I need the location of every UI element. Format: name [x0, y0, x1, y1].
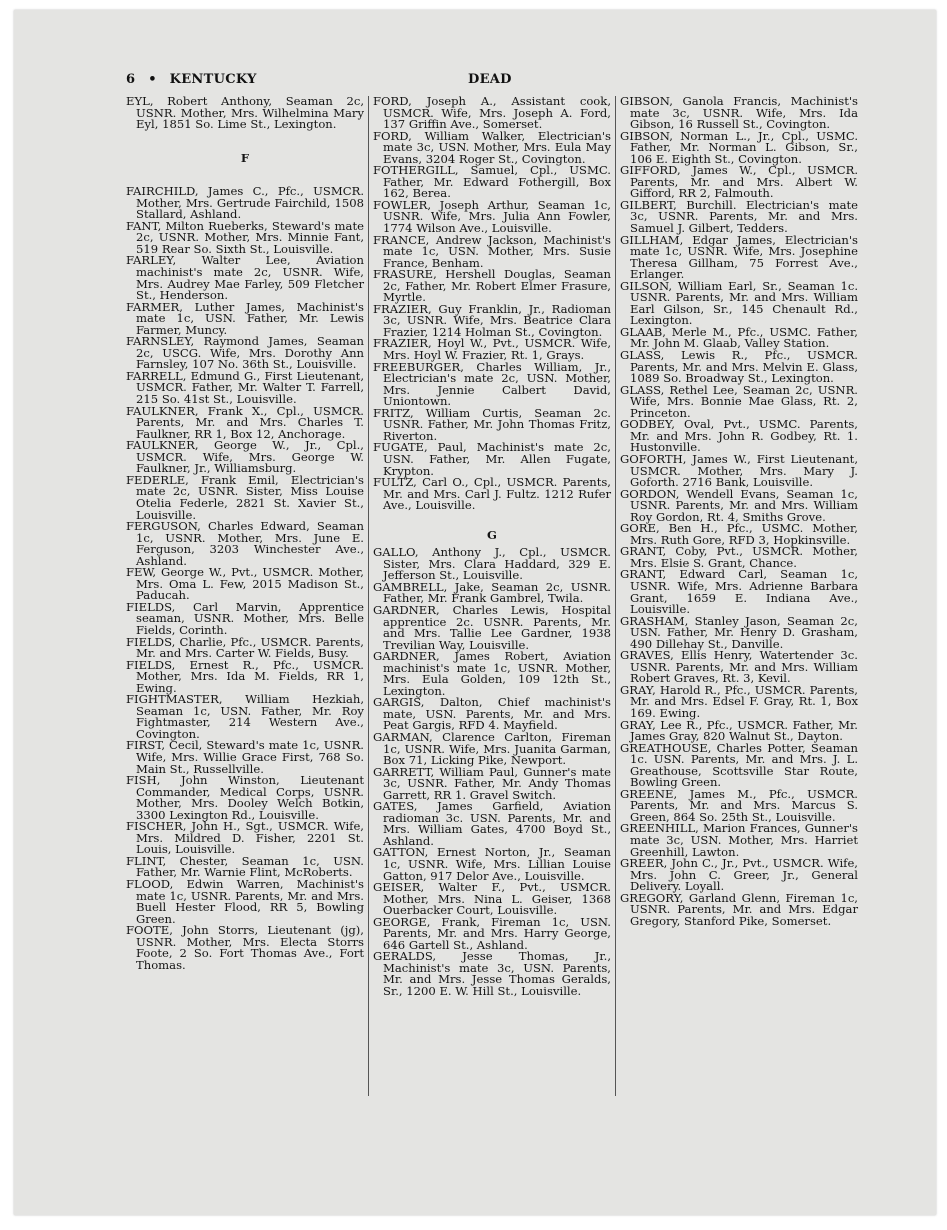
- entry-surname: FOWLER: [373, 197, 428, 212]
- entry-details: Joseph A., Assistant cook, USMCR. Wife, Mrs. Joseph A. Ford, 137 Griffin Ave., Somerset.: [383, 94, 612, 132]
- casualty-entry: FANT, Milton Rueberks, Steward's mate 2c, USNR. Mother, Mrs. Minnie Fant, 519 Rear So. Sixth St., Louisville.: [126, 218, 364, 256]
- entry-details: Marion Frances, Gunner's mate 3c, USN. Mother, Mrs. Harriet Greenhill, Lawton.: [630, 821, 858, 859]
- entry-surname: GLAAB: [620, 324, 663, 339]
- casualty-entry: FRASURE, Hershell Douglas, Seaman 2c, Father, Mr. Robert Elmer Frasure, Myrtle.: [373, 267, 611, 305]
- entry-surname: FARLEY: [126, 253, 173, 268]
- entry-details: Milton Rueberks, Steward's mate 2c, USNR. Mother, Mrs. Minnie Fant, 519 Rear So. Sixth St., Louisville.: [136, 218, 364, 256]
- entry-details: Carl O., Cpl., USMCR. Parents, Mr. and Mrs. Carl J. Fultz. 1212 Rufer Ave., Louisville.: [383, 475, 611, 513]
- entry-details: Ernest Norton, Jr., Seaman 1c, USNR. Wife, Mrs. Lillian Louise Gatton, 917 Delor Ave., Louisville.: [383, 845, 611, 883]
- entry-surname: GATTON: [373, 845, 425, 860]
- column-2: [373, 96, 611, 998]
- entry-surname: FEDERLE: [126, 472, 186, 487]
- casualty-entry: FOTHERGILL, Samuel, Cpl., USMC. Father, Mr. Edward Fothergill, Box 162, Berea.: [373, 163, 611, 201]
- entry-details: George W., Pvt., USMCR. Mother, Mrs. Oma L. Few, 2015 Madison St., Paducah.: [136, 565, 364, 603]
- entry-surname: FRAZIER: [373, 336, 428, 351]
- entry-surname: FAULKNER: [126, 403, 195, 418]
- casualty-entry: GERALDS, Jesse Thomas, Jr., Machinist's mate 3c, USN. Parents, Mr. and Mrs. Jesse Thomas Geralds, Sr., 1200 E. W. Hill St., Louisville.: [373, 949, 612, 999]
- entry-details: William Curtis, Seaman 2c. USNR. Father, Mr. John Thomas Fritz, Riverton.: [383, 405, 611, 443]
- column-divider: [615, 96, 616, 1096]
- entry-surname: GRANT: [620, 544, 663, 559]
- entry-details: Walter F., Pvt., USMCR. Mother, Mrs. Nina L. Geiser, 1368 Ouerbacker Court, Louisville.: [383, 880, 611, 918]
- entry-details: Ellis Henry, Watertender 3c. USNR. Parents, Mr. and Mrs. William Robert Graves, Rt. 3, Kevil.: [630, 648, 858, 686]
- entry-surname: FIELDS: [126, 657, 172, 672]
- casualty-entry: GRANT, Coby, Pvt., USMCR. Mother, Mrs. Elsie S. Grant, Chance.: [620, 544, 858, 570]
- casualty-entry: GRAVES, Ellis Henry, Watertender 3c. USNR. Parents, Mr. and Mrs. William Robert Graves, Rt. 3, Kevil.: [620, 648, 858, 686]
- entry-details: Charlie, Pfc., USMCR. Parents, Mr. and Mrs. Carter W. Fields, Busy.: [136, 634, 364, 661]
- entry-surname: GRANT: [620, 567, 663, 582]
- entry-surname: FIELDS: [126, 599, 172, 614]
- casualty-entry: GILSON, William Earl, Sr., Seaman 1c. USNR. Parents, Mr. and Mrs. William Earl Gilson, Sr., 145 Chenault Rd., Lexington.: [620, 278, 859, 328]
- entry-surname: FRAZIER: [373, 301, 428, 316]
- entry-details: James Garfield, Aviation radioman 3c. USN. Parents, Mr. and Mrs. William Gates, 4700 Boyd St., Ashland.: [383, 799, 611, 848]
- entry-surname: GOFORTH: [620, 451, 683, 466]
- casualty-entry: GRANT, Edward Carl, Seaman 1c, USNR. Wife, Mrs. Adrienne Barbara Grant, 1659 E. Indiana Ave., Louisville.: [620, 567, 859, 617]
- entry-details: Jesse Thomas, Jr., Machinist's mate 3c, USN. Parents, Mr. and Mrs. Jesse Thomas Geralds, Sr., 1200 E. W. Hill St., Louisville.: [383, 949, 612, 999]
- casualty-entry: GILLHAM, Edgar James, Electrician's mate 1c, USNR. Wife, Mrs. Josephine Theresa Gillham, 75 Forrest Ave., Erlanger.: [620, 232, 858, 282]
- casualty-entry: FORD, Joseph A., Assistant cook, USMCR. Wife, Mrs. Joseph A. Ford, 137 Griffin Ave., Somerset.: [373, 94, 612, 132]
- casualty-entry: GREER, John C., Jr., Pvt., USMCR. Wife, Mrs. John C. Greer, Jr., General Delivery. Loyall.: [620, 856, 858, 894]
- casualty-entry: FUGATE, Paul, Machinist's mate 2c, USN. Father, Mr. Allen Fugate, Krypton.: [373, 440, 611, 478]
- entry-surname: GREER: [620, 856, 664, 871]
- entry-details: Rethel Lee, Seaman 2c, USNR. Wife, Mrs. Bonnie Mae Glass, Rt. 2, Princeton.: [630, 382, 858, 420]
- entry-surname: GILLHAM: [620, 232, 680, 247]
- entry-details: George W., Jr., Cpl., USMCR. Wife, Mrs. George W. Faulkner, Jr., Williamsburg.: [136, 438, 364, 476]
- casualty-entry: GODBEY, Oval, Pvt., USMC. Parents, Mr. and Mrs. John R. Godbey, Rt. 1. Hustonville.: [620, 417, 858, 455]
- entry-details: Joseph Arthur, Seaman 1c, USNR. Wife, Mrs. Julia Ann Fowler, 1774 Wilson Ave., Louisville.: [383, 197, 611, 236]
- entry-surname: FERGUSON: [126, 519, 198, 534]
- entry-surname: GARMAN: [373, 729, 430, 744]
- casualty-entry: GREENHILL, Marion Frances, Gunner's mate 3c, USN. Mother, Mrs. Harriet Greenhill, Lawton.: [620, 821, 858, 859]
- entry-details: Hershell Douglas, Seaman 2c, Father, Mr. Robert Elmer Frasure, Myrtle.: [383, 267, 611, 305]
- entry-surname: FLINT: [126, 853, 163, 868]
- casualty-entry: EYL, Robert Anthony, Seaman 2c, USNR. Mother, Mrs. Wilhelmina Mary Eyl, 1851 So. Lime St., Lexington.: [126, 94, 365, 132]
- casualty-entry: FLINT, Chester, Seaman 1c, USN. Father, Mr. Warnie Flint, McRoberts.: [126, 853, 364, 880]
- entry-details: Lewis R., Pfc., USMCR. Parents, Mr. and Mrs. Melvin E. Glass, 1089 So. Broadway St., Lexington.: [630, 348, 858, 386]
- entry-surname: FARNSLEY: [126, 334, 191, 349]
- casualty-entry: FAIRCHILD, James C., Pfc., USMCR. Mother, Mrs. Gertrude Fairchild, 1508 Stallard, Ashland.: [126, 184, 364, 222]
- entry-details: William Earl, Sr., Seaman 1c. USNR. Parents, Mr. and Mrs. William Earl Gilson, Sr., 145 Chenault Rd., Lexington.: [630, 278, 859, 328]
- entry-surname: FRASURE: [373, 267, 434, 282]
- entry-details: John Storrs, Lieutenant (jg), USNR. Mother, Mrs. Electa Storrs Foote, 2 So. Fort Thomas Ave., Fort Thomas.: [136, 923, 364, 972]
- casualty-entry: GIBSON, Ganola Francis, Machinist's mate 3c, USNR. Wife, Mrs. Ida Gibson, 16 Russell St., Covington.: [620, 94, 858, 132]
- casualty-entry: FARMER, Luther James, Machinist's mate 1c, USN. Father, Mr. Lewis Farmer, Muncy.: [126, 299, 364, 337]
- entry-surname: GILBERT: [620, 197, 674, 212]
- entry-details: James M., Pfc., USMCR. Parents, Mr. and Mrs. Marcus S. Green, 864 So. 25th St., Louisville.: [630, 786, 858, 824]
- entry-surname: GARDNER: [373, 649, 436, 664]
- entry-surname: FORD: [373, 94, 409, 108]
- casualty-entry: FRAZIER, Hoyl W., Pvt., USMCR. Wife, Mrs. Hoyl W. Frazier, Rt. 1, Grays.: [373, 336, 612, 363]
- entry-details: Chester, Seaman 1c, USN. Father, Mr. Warnie Flint, McRoberts.: [136, 853, 364, 880]
- entry-surname: GEISER: [373, 880, 421, 895]
- entry-surname: GIBSON: [620, 128, 670, 143]
- entry-surname: FOOTE: [126, 923, 170, 938]
- casualty-entry: FARRELL, Edmund G., First Lieutenant, USMCR. Father, Mr. Walter T. Farrell, 215 So. 41st St., Louisville.: [126, 368, 365, 407]
- entry-surname: FRITZ: [373, 405, 410, 420]
- entry-details: Hoyl W., Pvt., USMCR. Wife, Mrs. Hoyl W. Frazier, Rt. 1, Grays.: [383, 336, 612, 363]
- casualty-entry: FIELDS, Carl Marvin, Apprentice seaman, USNR. Mother, Mrs. Belle Fields, Corinth.: [126, 599, 364, 637]
- entry-details: Ernest R., Pfc., USMCR. Mother, Mrs. Ida M. Fields, RR 1, Ewing.: [136, 657, 364, 695]
- entry-surname: GREATHOUSE: [620, 740, 708, 755]
- casualty-entry: FRAZIER, Guy Franklin, Jr., Radioman 3c, USNR. Wife, Mrs. Beatrice Clara Frazier, 1214 Holman St., Covington.: [373, 301, 611, 339]
- entry-surname: FARRELL: [126, 368, 183, 383]
- entry-details: Stanley Jason, Seaman 2c, USN. Father, Mr. Henry D. Grasham, 490 Dillehay St., Danville.: [630, 613, 858, 651]
- casualty-entry: GREGORY, Garland Glenn, Fireman 1c, USNR. Parents, Mr. and Mrs. Edgar Gregory, Stanford Pike, Somerset.: [620, 890, 858, 928]
- entry-surname: GLASS: [620, 348, 661, 363]
- entry-details: Burchill. Electrician's mate 3c, USNR. Parents, Mr. and Mrs. Samuel J. Gilbert, Tedders.: [630, 197, 858, 236]
- entry-details: Cecil, Steward's mate 1c, USNR. Wife, Mrs. Willie Grace First, 768 So. Main St., Russellville.: [136, 738, 364, 776]
- entry-details: Charles Edward, Seaman 1c, USNR. Mother, Mrs. June E. Ferguson, 3203 Winchester Ave., Ashland.: [136, 519, 364, 568]
- casualty-entry: GREATHOUSE, Charles Potter, Seaman 1c. USN. Parents, Mr. and Mrs. J. L. Greathouse, Scottsville Star Route, Bowling Green.: [620, 740, 858, 790]
- entry-details: Merle M., Pfc., USMC. Father, Mr. John M. Glaab, Valley Station.: [630, 324, 858, 351]
- entry-surname: GILSON: [620, 278, 669, 293]
- entry-details: Coby, Pvt., USMCR. Mother, Mrs. Elsie S. Grant, Chance.: [630, 544, 858, 570]
- entry-details: Wendell Evans, Seaman 1c, USNR. Parents, Mr. and Mrs. William Roy Gordon, Rt. 4, Smiths Grove.: [630, 486, 858, 524]
- entry-surname: FRANCE: [373, 232, 426, 247]
- casualty-entry: GLASS, Lewis R., Pfc., USMCR. Parents, Mr. and Mrs. Melvin E. Glass, 1089 So. Broadway St., Lexington.: [620, 348, 858, 386]
- entry-details: Samuel, Cpl., USMC. Father, Mr. Edward Fothergill, Box 162, Berea.: [383, 163, 611, 201]
- page-number: 6: [126, 72, 136, 87]
- entry-surname: GARRETT: [373, 764, 431, 779]
- casualty-entry: GREENE, James M., Pfc., USMCR. Parents, Mr. and Mrs. Marcus S. Green, 864 So. 25th St., Louisville.: [620, 786, 858, 824]
- entry-details: Ben H., Pfc., USMC. Mother, Mrs. Ruth Gore, RFD 3, Hopkinsville.: [630, 521, 858, 547]
- column-3: [620, 96, 858, 927]
- entry-surname: GORDON: [620, 486, 676, 501]
- casualty-entry: FAULKNER, Frank X., Cpl., USMCR. Parents, Mr. and Mrs. Charles T. Faulkner, RR 1, Box 12, Anchorage.: [126, 403, 364, 441]
- entry-details: Edgar James, Electrician's mate 1c, USNR. Wife, Mrs. Josephine Theresa Gillham, 75 Forrest Ave., Erlanger.: [630, 232, 858, 282]
- entry-details: Dalton, Chief machinist's mate, USN. Parents, Mr. and Mrs. Peat Gargis, RFD 4. Mayfield.: [383, 695, 611, 733]
- page-header-left: [126, 72, 257, 87]
- entry-details: Edward Carl, Seaman 1c, USNR. Wife, Mrs. Adrienne Barbara Grant, 1659 E. Indiana Ave., Louisville.: [630, 567, 859, 617]
- casualty-entry: GEISER, Walter F., Pvt., USMCR. Mother, Mrs. Nina L. Geiser, 1368 Ouerbacker Court, Louisville.: [373, 880, 611, 918]
- casualty-entry: FORD, William Walker, Electrician's mate 3c, USN. Mother, Mrs. Eula May Evans, 3204 Roger St., Covington.: [373, 128, 612, 166]
- entry-details: Charles William, Jr., Electrician's mate 2c, USN. Mother, Mrs. Jennie Calbert David, Uniontown.: [383, 359, 611, 409]
- entry-surname: GORE: [620, 521, 656, 536]
- entry-details: Oval, Pvt., USMC. Parents, Mr. and Mrs. John R. Godbey, Rt. 1. Hustonville.: [630, 417, 858, 455]
- casualty-entry: GRAY, Harold R., Pfc., USMCR. Parents, Mr. and Mrs. Edsel F. Gray, Rt. 1, Box 169. Ewing.: [620, 682, 858, 720]
- entry-surname: FULTZ: [373, 475, 414, 490]
- entry-surname: GREGORY: [620, 890, 680, 905]
- entry-details: John Winston, Lieutenant Commander, Medical Corps, USNR. Mother, Mrs. Dooley Welch Botkin, 3300 Lexington Rd., Louisville.: [136, 773, 364, 822]
- entry-details: James W., First Lieutenant, USMCR. Mother, Mrs. Mary J. Goforth. 2716 Bank, Louisville.: [630, 451, 859, 490]
- casualty-entry: GARDNER, James Robert, Aviation machinist's mate 1c, USNR. Mother, Mrs. Eula Golden, 109 12th St., Lexington.: [373, 649, 612, 698]
- entry-details: Lee R., Pfc., USMCR. Father, Mr. James Gray, 820 Walnut St., Dayton.: [630, 717, 858, 744]
- entry-surname: FISCHER: [126, 819, 183, 834]
- entry-surname: GAMBRELL: [373, 579, 444, 594]
- entry-surname: FAIRCHILD: [126, 184, 195, 199]
- entry-surname: GATES: [373, 799, 414, 814]
- casualty-entry: GEORGE, Frank, Fireman 1c, USN. Parents, Mr. and Mrs. Harry George, 646 Gartell St., Ashland.: [373, 914, 611, 952]
- entry-surname: GARDNER: [373, 602, 436, 617]
- section-letter: G: [487, 527, 497, 542]
- casualty-entry: GARRETT, William Paul, Gunner's mate 3c, USNR. Father, Mr. Andy Thomas Garrett, RR 1. Gravel Switch.: [373, 764, 611, 802]
- entry-details: John H., Sgt., USMCR. Wife, Mrs. Mildred D. Fisher, 2201 St. Louis, Louisville.: [136, 819, 364, 857]
- casualty-entry: GOFORTH, James W., First Lieutenant, USMCR. Mother, Mrs. Mary J. Goforth. 2716 Bank, Louisville.: [620, 451, 859, 490]
- entry-details: Charles Lewis, Hospital apprentice 2c. USNR. Parents, Mr. and Mrs. Tallie Lee Gardner, 1938 Trevilian Way, Louisville.: [383, 602, 611, 652]
- casualty-entry: GORE, Ben H., Pfc., USMC. Mother, Mrs. Ruth Gore, RFD 3, Hopkinsville.: [620, 521, 858, 547]
- casualty-entry: FIELDS, Ernest R., Pfc., USMCR. Mother, Mrs. Ida M. Fields, RR 1, Ewing.: [126, 657, 364, 695]
- entry-details: Edwin Warren, Machinist's mate 1c, USNR. Parents, Mr. and Mrs. Buell Hester Flood, RR 5, Bowling Green.: [136, 877, 364, 926]
- state-name: KENTUCKY: [169, 72, 257, 87]
- entry-surname: FIELDS: [126, 634, 172, 649]
- casualty-entry: FIGHTMASTER, William Hezkiah, Seaman 1c, USN. Father, Mr. Roy Fightmaster, 214 Western Ave., Covington.: [126, 692, 365, 741]
- entry-surname: GALLO: [373, 545, 415, 560]
- casualty-entry: FRITZ, William Curtis, Seaman 2c. USNR. Father, Mr. John Thomas Fritz, Riverton.: [373, 405, 611, 443]
- casualty-entry: FIRST, Cecil, Steward's mate 1c, USNR. Wife, Mrs. Willie Grace First, 768 So. Main St., Russellville.: [126, 738, 364, 776]
- casualty-entry: GIBSON, Norman L., Jr., Cpl., USMC. Father, Mr. Norman L. Gibson, Sr., 106 E. Eighth St., Covington.: [620, 128, 859, 166]
- casualty-entry: FERGUSON, Charles Edward, Seaman 1c, USNR. Mother, Mrs. June E. Ferguson, 3203 Winchester Ave., Ashland.: [126, 519, 364, 568]
- section-letter: F: [240, 150, 250, 165]
- casualty-entry: GALLO, Anthony J., Cpl., USMCR. Sister, Mrs. Clara Haddard, 329 E. Jefferson St., Louisville.: [373, 545, 611, 583]
- bullet: •: [148, 72, 157, 87]
- entry-surname: GLASS: [620, 382, 661, 397]
- column-1: [126, 96, 364, 971]
- entry-surname: EYL: [126, 94, 150, 108]
- entry-details: Robert Anthony, Seaman 2c, USNR. Mother, Mrs. Wilhelmina Mary Eyl, 1851 So. Lime St., Lexington.: [136, 94, 365, 132]
- entry-details: Carl Marvin, Apprentice seaman, USNR. Mother, Mrs. Belle Fields, Corinth.: [136, 599, 364, 637]
- entry-surname: FOTHERGILL: [373, 163, 455, 178]
- entry-surname: GREENHILL: [620, 821, 696, 836]
- entry-surname: GARGIS: [373, 695, 421, 710]
- entry-details: Clarence Carlton, Fireman 1c, USNR. Wife, Mrs. Juanita Garman, Box 71, Licking Pike, Newport.: [383, 729, 611, 768]
- casualty-entry: GRASHAM, Stanley Jason, Seaman 2c, USN. Father, Mr. Henry D. Grasham, 490 Dillehay St., Danville.: [620, 613, 858, 651]
- entry-surname: FISH: [126, 773, 157, 788]
- entry-surname: FLOOD: [126, 877, 170, 891]
- casualty-entry: FISCHER, John H., Sgt., USMCR. Wife, Mrs. Mildred D. Fisher, 2201 St. Louis, Louisville.: [126, 819, 364, 857]
- column-divider: [368, 96, 369, 1096]
- entry-details: Garland Glenn, Fireman 1c, USNR. Parents, Mr. and Mrs. Edgar Gregory, Stanford Pike, Somerset.: [630, 890, 858, 928]
- entry-details: William Walker, Electrician's mate 3c, USN. Mother, Mrs. Eula May Evans, 3204 Roger St., Covington.: [383, 128, 612, 166]
- entry-details: Guy Franklin, Jr., Radioman 3c, USNR. Wife, Mrs. Beatrice Clara Frazier, 1214 Holman St., Covington.: [383, 301, 611, 339]
- casualty-entry: GATTON, Ernest Norton, Jr., Seaman 1c, USNR. Wife, Mrs. Lillian Louise Gatton, 917 Delor Ave., Louisville.: [373, 845, 611, 883]
- casualty-entry: FRANCE, Andrew Jackson, Machinist's mate 1c, USN. Mother, Mrs. Susie France, Benham.: [373, 232, 612, 270]
- entry-details: Anthony J., Cpl., USMCR. Sister, Mrs. Clara Haddard, 329 E. Jefferson St., Louisville.: [383, 545, 611, 583]
- entry-surname: GIFFORD: [620, 163, 678, 178]
- entry-surname: GRAVES: [620, 648, 671, 663]
- entry-surname: GRAY: [620, 682, 653, 697]
- casualty-entry: GARMAN, Clarence Carlton, Fireman 1c, USNR. Wife, Mrs. Juanita Garman, Box 71, Licking Pike, Newport.: [373, 729, 611, 768]
- casualty-entry: FISH, John Winston, Lieutenant Commander, Medical Corps, USNR. Mother, Mrs. Dooley Welch Botkin, 3300 Lexington Rd., Louisville.: [126, 773, 364, 822]
- casualty-entry: GIFFORD, James W., Cpl., USMCR. Parents, Mr. and Mrs. Albert W. Gifford, RR 2, Falmouth.: [620, 163, 859, 201]
- casualty-entry: FEDERLE, Frank Emil, Electrician's mate 2c, USNR. Sister, Miss Louise Otelia Federle, 2821 St. Xavier St., Louisville.: [126, 472, 365, 522]
- entry-surname: FORD: [373, 128, 409, 143]
- casualty-entry: FIELDS, Charlie, Pfc., USMCR. Parents, Mr. and Mrs. Carter W. Fields, Busy.: [126, 634, 364, 661]
- casualty-entry: GILBERT, Burchill. Electrician's mate 3c, USNR. Parents, Mr. and Mrs. Samuel J. Gilbert, Tedders.: [620, 197, 858, 236]
- casualty-entry: GAMBRELL, Jake, Seaman 2c, USNR. Father, Mr. Frank Gambrel, Twila.: [373, 579, 611, 606]
- entry-surname: FEW: [126, 565, 153, 580]
- entry-details: Luther James, Machinist's mate 1c, USN. Father, Mr. Lewis Farmer, Muncy.: [136, 299, 364, 337]
- entry-details: Harold R., Pfc., USMCR. Parents, Mr. and Mrs. Edsel F. Gray, Rt. 1, Box 169. Ewing.: [630, 682, 858, 720]
- entry-surname: GREENE: [620, 786, 674, 801]
- entry-details: James W., Cpl., USMCR. Parents, Mr. and Mrs. Albert W. Gifford, RR 2, Falmouth.: [630, 163, 859, 201]
- page-title: DEAD: [468, 72, 512, 87]
- casualty-entry: FEW, George W., Pvt., USMCR. Mother, Mrs. Oma L. Few, 2015 Madison St., Paducah.: [126, 565, 364, 603]
- entry-details: Ganola Francis, Machinist's mate 3c, USNR. Wife, Mrs. Ida Gibson, 16 Russell St., Covington.: [630, 94, 858, 132]
- casualty-entry: FARLEY, Walter Lee, Aviation machinist's mate 2c, USNR. Wife, Mrs. Audrey Mae Farley, 509 Fletcher St., Henderson.: [126, 253, 364, 303]
- entry-surname: FUGATE: [373, 440, 425, 455]
- casualty-entry: GLAAB, Merle M., Pfc., USMC. Father, Mr. John M. Glaab, Valley Station.: [620, 324, 858, 351]
- casualty-entry: GATES, James Garfield, Aviation radioman 3c. USN. Parents, Mr. and Mrs. William Gates, 4700 Boyd St., Ashland.: [373, 799, 611, 848]
- entry-details: Walter Lee, Aviation machinist's mate 2c, USNR. Wife, Mrs. Audrey Mae Farley, 509 Fletcher St., Henderson.: [136, 253, 364, 303]
- entry-surname: FARMER: [126, 299, 180, 314]
- casualty-entry: FARNSLEY, Raymond James, Seaman 2c, USCG. Wife, Mrs. Dorothy Ann Farnsley, 107 No. 36th St., Louisville.: [126, 334, 364, 372]
- casualty-entry: GARDNER, Charles Lewis, Hospital apprentice 2c. USNR. Parents, Mr. and Mrs. Tallie Lee Gardner, 1938 Trevilian Way, Louisville.: [373, 602, 611, 652]
- entry-surname: FAULKNER: [126, 438, 195, 453]
- entry-surname: FANT: [126, 218, 158, 233]
- casualty-entry: GLASS, Rethel Lee, Seaman 2c, USNR. Wife, Mrs. Bonnie Mae Glass, Rt. 2, Princeton.: [620, 382, 858, 420]
- casualty-entry: FOWLER, Joseph Arthur, Seaman 1c, USNR. Wife, Mrs. Julia Ann Fowler, 1774 Wilson Ave., Louisville.: [373, 197, 611, 236]
- entry-surname: GRAY: [620, 717, 653, 732]
- entry-surname: FIGHTMASTER: [126, 692, 219, 707]
- entry-details: Jake, Seaman 2c, USNR. Father, Mr. Frank Gambrel, Twila.: [383, 579, 611, 606]
- casualty-entry: GRAY, Lee R., Pfc., USMCR. Father, Mr. James Gray, 820 Walnut St., Dayton.: [620, 717, 858, 744]
- entry-surname: GERALDS: [373, 949, 433, 964]
- entry-surname: GIBSON: [620, 94, 670, 108]
- casualty-entry: FLOOD, Edwin Warren, Machinist's mate 1c, USNR. Parents, Mr. and Mrs. Buell Hester Flood, RR 5, Bowling Green.: [126, 877, 364, 926]
- entry-details: Charles Potter, Seaman 1c. USN. Parents, Mr. and Mrs. J. L. Greathouse, Scottsville Star Route, Bowling Green.: [630, 740, 858, 790]
- entry-details: Frank X., Cpl., USMCR. Parents, Mr. and Mrs. Charles T. Faulkner, RR 1, Box 12, Anchorage.: [136, 403, 364, 441]
- casualty-entry: GORDON, Wendell Evans, Seaman 1c, USNR. Parents, Mr. and Mrs. William Roy Gordon, Rt. 4, Smiths Grove.: [620, 486, 858, 524]
- entry-details: Paul, Machinist's mate 2c, USN. Father, Mr. Allen Fugate, Krypton.: [383, 440, 611, 478]
- entry-surname: GODBEY: [620, 417, 672, 432]
- casualty-entry: GARGIS, Dalton, Chief machinist's mate, USN. Parents, Mr. and Mrs. Peat Gargis, RFD 4. Mayfield.: [373, 695, 611, 733]
- entry-details: Andrew Jackson, Machinist's mate 1c, USN. Mother, Mrs. Susie France, Benham.: [383, 232, 612, 270]
- casualty-entry: FREEBURGER, Charles William, Jr., Electrician's mate 2c, USN. Mother, Mrs. Jennie Calbert David, Uniontown.: [373, 359, 611, 409]
- casualty-entry: FAULKNER, George W., Jr., Cpl., USMCR. Wife, Mrs. George W. Faulkner, Jr., Williamsburg.: [126, 438, 364, 476]
- entry-details: Edmund G., First Lieutenant, USMCR. Father, Mr. Walter T. Farrell, 215 So. 41st St., Louisville.: [136, 368, 365, 407]
- entry-details: William Hezkiah, Seaman 1c, USN. Father, Mr. Roy Fightmaster, 214 Western Ave., Covington.: [136, 692, 365, 741]
- entry-details: James Robert, Aviation machinist's mate 1c, USNR. Mother, Mrs. Eula Golden, 109 12th St., Lexington.: [383, 649, 612, 698]
- casualty-entry: FOOTE, John Storrs, Lieutenant (jg), USNR. Mother, Mrs. Electa Storrs Foote, 2 So. Fort Thomas Ave., Fort Thomas.: [126, 923, 364, 972]
- casualty-entry: FULTZ, Carl O., Cpl., USMCR. Parents, Mr. and Mrs. Carl J. Fultz. 1212 Rufer Ave., Louisville.: [373, 475, 611, 513]
- entry-surname: GEORGE: [373, 914, 427, 929]
- entry-details: William Paul, Gunner's mate 3c, USNR. Father, Mr. Andy Thomas Garrett, RR 1. Gravel Switch.: [383, 764, 611, 802]
- entry-details: James C., Pfc., USMCR. Mother, Mrs. Gertrude Fairchild, 1508 Stallard, Ashland.: [136, 184, 364, 222]
- entry-details: Raymond James, Seaman 2c, USCG. Wife, Mrs. Dorothy Ann Farnsley, 107 No. 36th St., Louisville.: [136, 334, 364, 372]
- entry-surname: GRASHAM: [620, 613, 685, 628]
- entry-details: Frank Emil, Electrician's mate 2c, USNR. Sister, Miss Louise Otelia Federle, 2821 St. Xavier St., Louisville.: [136, 472, 365, 522]
- entry-details: John C., Jr., Pvt., USMCR. Wife, Mrs. John C. Greer, Jr., General Delivery. Loyall.: [630, 856, 858, 894]
- entry-surname: FREEBURGER: [373, 359, 461, 374]
- entry-details: Norman L., Jr., Cpl., USMC. Father, Mr. Norman L. Gibson, Sr., 106 E. Eighth St., Covington.: [630, 128, 859, 166]
- entry-details: Frank, Fireman 1c, USN. Parents, Mr. and Mrs. Harry George, 646 Gartell St., Ashland.: [383, 914, 611, 952]
- entry-surname: FIRST: [126, 738, 162, 753]
